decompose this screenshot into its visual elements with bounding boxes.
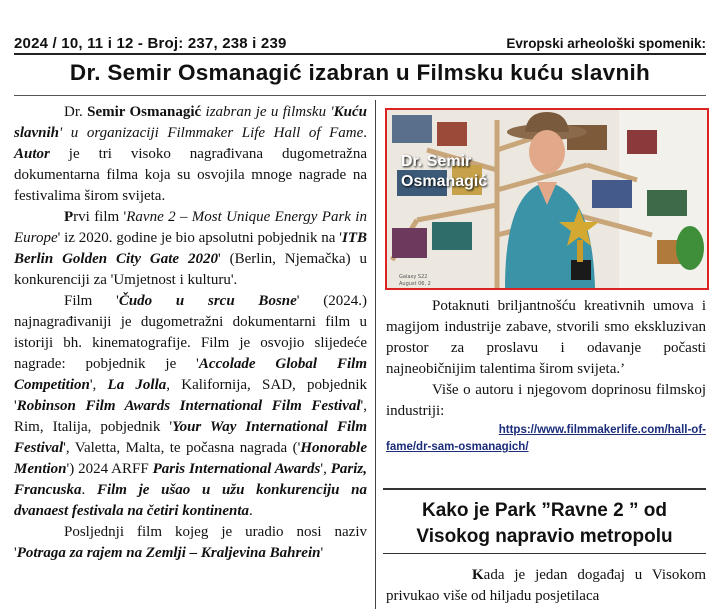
second-article-body [386,565,706,607]
text-run: ', [320,461,331,477]
text-run: , Kalifornija, SAD, pobjednik ' [14,377,368,414]
right-column [386,296,706,455]
second-article-bottom-rule [383,553,706,554]
text-run: ') 2024 ARFF [66,461,153,477]
header-rule [14,53,706,55]
text-run: ' (2024.) najnagrađivaniji je dugometražni dokumentarni film u istoriji bh. kinematografije. Film je osvojio slijedeće nagrade: pobjednik je ' [14,293,367,372]
film-title: Potraga za rajem na Zemlji – Kraljevina Bahrein [16,545,321,561]
paragraph-intro [14,102,367,207]
issue-info: 2024 / 10, 11 i 12 - Broj: 237, 238 i 239 [14,35,287,52]
text-run: . [79,104,88,120]
text-run: ' (Berlin, Njemačka) u konkurenciji za 'Umjetnost i kulturu'. [14,251,368,288]
text-run: ', Valetta, Malta, te počasna nagrada (' [63,440,301,456]
quote-paragraph: Potaknuti briljantnošću kreativnih umova i magijom industrije zabave, stvorili smo ekskluzivan prostor za proslavu i odavanje počasti najneobičnijim talentima širom svijeta.’ [386,298,706,377]
hall-of-fame-name: Kuću slavnih [14,104,368,141]
award-name: Paris International Awards [152,461,321,477]
second-article-top-rule [383,488,706,490]
award-name: Honorable Mention [14,440,367,477]
text-run: je tri visoko nagrađivana dugometražna dokumentarna filma koja su osvojila mnoge nagrade na festivalima širom svijeta. [14,146,367,204]
author-name: Semir Osmanagić [87,104,202,120]
page-header [14,35,706,53]
shortlist-note: Film je ušao u užu konkurenciju na dvanaest festivala na četiri kontinenta [14,482,368,519]
text-run: ' iz 2020. godine je bio apsolutni pobjednik na ' [57,230,342,246]
text-run: ', [89,377,108,393]
left-column [14,102,367,564]
paragraph-second-film [14,291,367,522]
more-info-paragraph: Više o autoru i njegovom doprinosu filmskoj industriji: [386,382,706,419]
location: La Jolla [107,377,167,393]
svg-text:August 06, 2: August 06, 2 [399,281,431,287]
title-rule [14,95,706,96]
text-run: Film ' [64,293,119,309]
award-name: Accolade Global Film Competition [14,356,368,393]
photo-caption [401,152,487,192]
text-run: . [249,503,253,519]
second-article-title: Kako je Park ”Ravne 2 ” od Visokog napravio metropolu [416,500,673,547]
column-divider [375,100,376,609]
author-photo [385,108,709,290]
dropcap: K [472,567,484,583]
award-name: ITB Berlin Golden City Gate 2020 [14,230,367,267]
award-name: Your Way International Film Festival [14,419,367,456]
dropcap: P [64,209,74,225]
photo-illustration [387,110,707,288]
article-title: Dr. Semir Osmanagić izabran u Filmsku kuću slavnih [69,60,651,85]
text-run: . [363,125,367,141]
paragraph-last-film [14,522,367,564]
photo-caption-line: Osmanagić [401,173,488,190]
hall-of-fame-link-continued[interactable]: fame/dr-sam-osmanagich/ [386,441,529,453]
autor-word: Autor [14,146,50,162]
film-title: Ravne 2 – Most Unique Energy Park in Europe [14,209,367,246]
location: Pariz, Francuska [14,461,367,498]
text-run: Posljednji film kojeg je uradio nosi naziv ' [14,524,367,561]
second-article-paragraph [386,565,706,607]
photo-caption-line: Dr. Semir [401,153,472,170]
text-run: ', Rim, Italija, pobjednik ' [14,398,367,435]
paragraph-first-film [14,207,367,291]
svg-text:Galaxy S22: Galaxy S22 [399,274,428,280]
text-run: izabran je u filmsku ' [201,104,334,120]
text-run: . [81,482,97,498]
text-run: ada je jedan događaj u Visokom privukao više od hiljadu posjetilaca [386,567,706,604]
text-run: ' u organizaciji Filmmaker Life Hall of Fame [59,125,364,141]
text-run: rvi film ' [73,209,127,225]
hall-of-fame-link[interactable]: https://www.filmmakerlife.com/hall-of- [498,424,706,436]
dropcap: Dr [64,104,79,120]
award-name: Robinson Film Awards International Film Festival [16,398,361,414]
text-run: ' [320,545,324,561]
section-label: Evropski arheološki spomenik: [506,36,706,51]
film-title: Čudo u srcu Bosne [118,293,297,309]
